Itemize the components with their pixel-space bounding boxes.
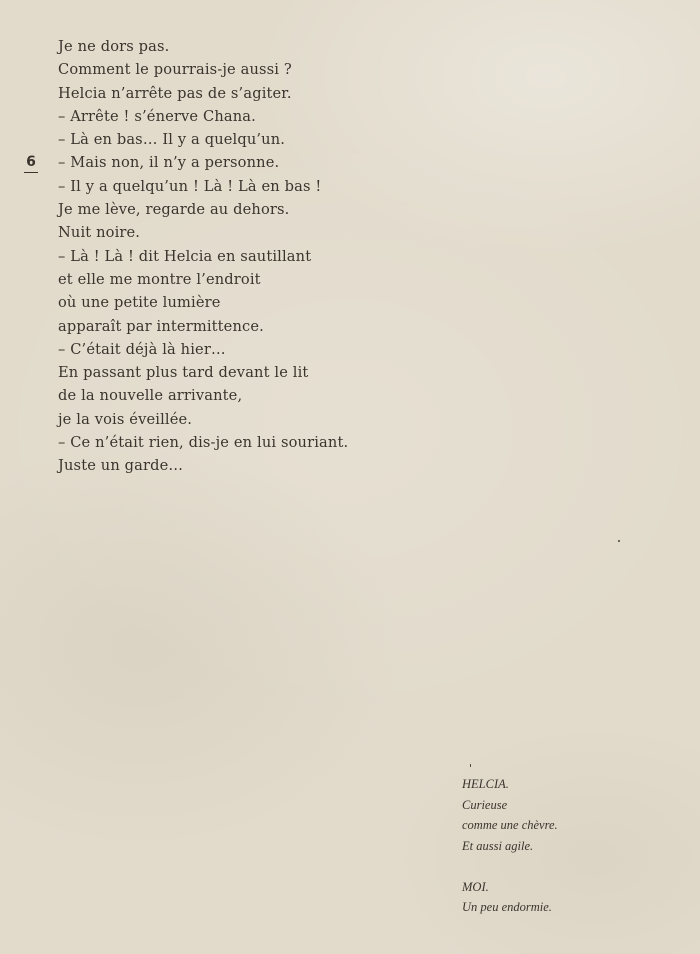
note-name: MOI. — [462, 879, 489, 894]
note-line: Un peu endormie. — [462, 900, 552, 914]
poem-line: Helcia n’arrête pas de s’agiter. — [58, 84, 292, 102]
poem-line: – Là ! Là ! dit Helcia en sautillant — [58, 247, 312, 265]
poem-text — [58, 35, 348, 478]
poem-line: – C’était déjà là hier… — [58, 340, 226, 358]
poem-line: où une petite lumière — [58, 294, 221, 312]
poem-line: Je me lève, regarde au dehors. — [58, 201, 290, 219]
note-line: Curieuse — [462, 797, 508, 812]
poem-line: Nuit noire. — [58, 224, 141, 242]
note-helcia — [462, 774, 558, 856]
note-moi — [462, 877, 558, 918]
poem-line: – Là en bas… Il y a quelqu’un. — [58, 131, 286, 149]
poem-line: En passant plus tard devant le lit — [58, 364, 309, 382]
poem-line: je la vois éveillée. — [58, 410, 193, 428]
note-name: HELCIA. — [462, 777, 509, 791]
poem-line: – Il y a quelqu’un ! Là ! Là en bas ! — [58, 177, 322, 195]
paper-speck — [618, 540, 620, 542]
poem-line: et elle me montre l’endroit — [58, 270, 261, 288]
paper-speck — [470, 764, 471, 767]
note-line: Et aussi agile. — [462, 838, 534, 853]
poem-line: – Arrête ! s’énerve Chana. — [58, 107, 256, 125]
note-line: comme une chèvre. — [462, 818, 558, 832]
poem-line: – Ce n’était rien, dis-je en lui souriant. — [58, 434, 349, 452]
character-notes — [462, 774, 558, 938]
page-number: 6 — [24, 153, 38, 173]
poem-line: de la nouvelle arrivante, — [58, 387, 243, 405]
poem-line: Juste un garde… — [58, 457, 184, 475]
poem-line: apparaît par intermittence. — [58, 317, 264, 335]
poem-line: Comment le pourrais-je aussi ? — [58, 61, 292, 79]
poem-line: Je ne dors pas. — [58, 38, 170, 55]
poem-line: – Mais non, il n’y a personne. — [58, 154, 280, 172]
